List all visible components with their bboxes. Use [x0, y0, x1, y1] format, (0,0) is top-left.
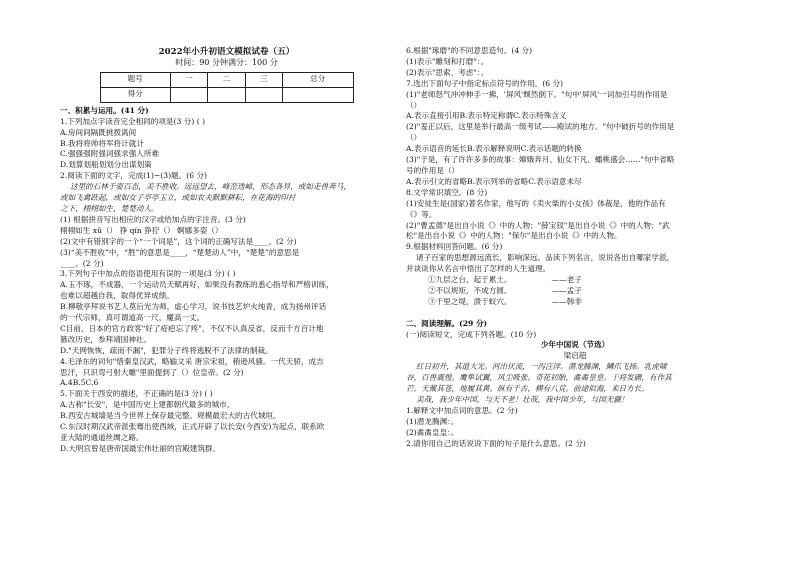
text-line	[406, 111, 744, 122]
text-line	[406, 406, 744, 417]
text-line-content: 松"是出自小说《》中的人物；"保尔"是出自小说《》中的人物。	[406, 231, 622, 241]
score-header-cell: 总分	[283, 72, 353, 87]
text-line	[406, 46, 744, 57]
text-line-content: C.强强强附强词强求强人所难	[60, 149, 160, 159]
text-line-content: 7.选出下面句子中指定标点符号的作用。(6 分)	[406, 78, 564, 88]
text-line-content: ②不以规矩，不成方圆。	[428, 285, 512, 295]
text-line	[60, 204, 393, 215]
text-line-content: 2.阅读下面的文字，完成(1)~(3)题。(6 分)	[60, 171, 208, 181]
text-line	[60, 411, 393, 422]
text-line-content: 诸子百家的思想源远流长，影响深远。品读下列名言，说说各出自哪家学派，	[416, 253, 675, 263]
text-line	[60, 128, 393, 139]
exam-title: 2022年小升初语文模拟试卷（五）	[158, 47, 295, 57]
text-line-content: 二、阅读理解。(29 分)	[406, 318, 488, 328]
text-line	[60, 389, 393, 400]
text-line-content: (2)矞矞皇皇：。	[406, 427, 459, 437]
text-line	[406, 188, 744, 199]
text-line	[60, 117, 393, 128]
text-line	[60, 422, 393, 433]
text-line	[60, 280, 393, 291]
text-line	[406, 308, 744, 319]
text-line-content: 1.下列加点字读音完全相同的项是(3 分) ( )	[60, 116, 206, 126]
text-line-content: 少年中国说（节选）	[540, 340, 610, 350]
text-line	[60, 400, 393, 411]
text-line-content: 2.请你用自己的话说说下面的句子是什么意思。(2 分)	[406, 438, 586, 448]
text-line	[60, 248, 393, 259]
text-line	[406, 286, 744, 297]
text-line	[406, 199, 744, 210]
score-table-score-row	[100, 87, 353, 102]
text-line-content: 或如飞禽跃起，或如女子亭亭玉立，或如农夫默默耕耘，在花海的印衬	[60, 193, 296, 203]
text-line-content: A.4B.5C.6	[60, 378, 99, 388]
text-line-content: 5.下面关于西安的描述，不正确的是(3 分) ( )	[60, 389, 213, 399]
text-line	[406, 362, 744, 373]
text-line	[406, 68, 744, 79]
text-line	[60, 182, 393, 193]
text-line-content: A.古称"长安"，是中国历史上建都朝代最多的城市。	[60, 400, 235, 410]
text-line-content: 栩栩如生 xǔ（） 狰 qín 狰狞（） 婀娜多姿（）	[60, 225, 223, 235]
text-line-content: D.大明宫曾是唐帝国最宏伟壮丽的宫殿建筑群。	[60, 443, 221, 453]
text-line-content: 思汗，只识弯弓射大雕"里面提到了（）位皇帝。(2 分)	[60, 367, 244, 377]
text-line	[406, 417, 744, 428]
text-line-content: 1.解释文中加点词的意思。(2 分)	[406, 405, 518, 415]
text-line-content: 3.下列句子中加点的俗语使用有误的一项是(3 分) ( )	[60, 269, 236, 279]
text-line	[60, 357, 393, 368]
text-line-content: 美哉，我少年中国，与天不老！壮哉，我中国少年，与国无疆！	[416, 395, 629, 404]
text-line-content: B.我将将帅将军将计就计	[60, 138, 144, 148]
text-line	[406, 57, 744, 68]
text-line	[60, 106, 393, 117]
score-header-cell: 题号	[100, 72, 170, 87]
text-line-content: C目前，日本的官方政客"好了疮疤忘了疼"，不仅不认真反省，反而千方百计地	[60, 323, 324, 333]
text-line-content: D."天网恢恢，疏而不漏"，犯罪分子终将逃脱不了法律的制裁。	[60, 345, 273, 355]
text-line	[406, 395, 744, 406]
text-line	[60, 215, 393, 226]
quote-author: ——孟子	[551, 285, 582, 295]
text-line-content: A.房间间隔既挑拨离间	[60, 127, 137, 137]
text-line	[406, 166, 744, 177]
text-line	[406, 319, 744, 330]
text-line	[60, 171, 393, 182]
text-line-content: 号的作用是（）	[406, 165, 460, 175]
text-line	[406, 101, 744, 112]
text-line-content: (3)"于是，有了许许多多的故事：嫦娥奔月、仙女下凡、蟠桃盛会……"句中省略	[406, 155, 675, 165]
text-line	[406, 253, 744, 264]
text-line-content: C.东汉时期汉武帝派张骞出使西域，正式开辟了以长安(今西安)为起点，联系欧	[60, 422, 325, 432]
score-row-label: 得分	[100, 87, 170, 102]
quote-author: ——老子	[551, 275, 582, 285]
text-line	[60, 335, 393, 346]
text-line-content: 6.根据"琢磨"的不同意思造句。(4 分)	[406, 46, 533, 55]
text-line	[60, 259, 393, 270]
right-column	[406, 46, 744, 450]
text-line-content: 8.文学常识填空。(8 分)	[406, 187, 488, 197]
left-column	[60, 46, 393, 455]
text-line-content: 芒。天戴其苍，地履其黄。纵有千古，横有八荒。前途似海，来日方长。	[406, 384, 649, 394]
text-line-content: 9.根据材料回答问题。(6 分)	[406, 242, 503, 252]
text-line-content: A.表示直接引用B.表示特定称谓C.表示特殊含义	[406, 111, 567, 121]
text-line	[406, 155, 744, 166]
score-cell[interactable]	[208, 87, 245, 102]
text-line-content: 一、积累与运用。(41 分)	[60, 105, 149, 115]
text-line-content: 也难以超越自我，取得优异成绩。	[60, 291, 174, 301]
text-line	[406, 351, 744, 362]
text-line-content: (1)潜龙腾渊：。	[406, 416, 459, 426]
text-line-content: (一)阅读短文，完成下列各题。(10 分)	[406, 329, 537, 339]
text-line	[406, 79, 744, 90]
text-line	[60, 291, 393, 302]
text-line	[60, 444, 393, 455]
text-line	[406, 297, 744, 308]
text-line	[60, 139, 393, 150]
left-question-lines	[60, 106, 393, 455]
text-line-content: (2)"羞正以后，这里是举行最高一级考试——殿试的地方。"句中破折号的作用是	[406, 122, 675, 132]
text-line	[60, 269, 393, 280]
text-line	[60, 368, 393, 379]
score-cell[interactable]	[283, 87, 353, 102]
text-line	[406, 231, 744, 242]
text-line	[406, 330, 744, 341]
text-line	[406, 340, 744, 351]
text-line	[406, 133, 744, 144]
text-line-content: (2)表示"思索、考虑"：。	[406, 67, 489, 77]
text-line	[60, 378, 393, 389]
text-line	[406, 439, 744, 450]
score-header-cell: 三	[245, 72, 282, 87]
text-line-content: （）	[406, 100, 422, 110]
text-line-content: ____。(2 分)	[60, 258, 104, 268]
text-line-content: (1)安徒生是(国家)著名作家，他写的《卖火柴的小女孩》体裁是，他的作品有	[406, 198, 666, 208]
text-line	[60, 226, 393, 237]
text-line	[60, 346, 393, 357]
quote-author: ——韩非	[551, 296, 582, 306]
text-line	[406, 264, 744, 275]
text-line	[406, 177, 744, 188]
text-line	[406, 221, 744, 232]
text-line-content: B.柳敬亭拜说书艺人莫后光为师，虚心学习，说书技艺炉火纯青，成为扬州评话	[60, 302, 327, 312]
text-line	[60, 324, 393, 335]
score-table-header-row	[100, 72, 353, 87]
text-line-content: ①九层之台，起于累土。	[428, 275, 512, 285]
text-line-content: （）	[406, 133, 422, 143]
text-line-content: 并谈谈你从名言中悟出了怎样的人生道理。	[406, 264, 551, 274]
text-line	[60, 160, 393, 171]
right-question-lines	[406, 46, 744, 450]
text-line	[60, 433, 393, 444]
text-line	[406, 428, 744, 439]
text-line	[60, 302, 393, 313]
text-line-content: (1)"老师怒气冲冲伸手一拂，'屏风'颓然倒下。"句中'屏风'一词加引号的作用是	[406, 89, 668, 99]
text-line-content: (1)表示"雕刻和打磨"：。	[406, 56, 489, 66]
text-line	[406, 210, 744, 221]
text-line	[406, 90, 744, 101]
text-line-content: D.划算划船划划分出谋划策	[60, 160, 152, 170]
text-line	[406, 384, 744, 395]
score-cell[interactable]	[245, 87, 282, 102]
exam-subtitle: 时间：90 分钟满分：100 分	[175, 57, 278, 67]
text-line	[60, 313, 393, 324]
text-line	[406, 242, 744, 253]
text-line-content: 亚大陆的通道丝绸之路。	[60, 433, 144, 442]
text-line-content: 之下，栩栩如生，楚楚动人。	[60, 203, 159, 213]
text-line-content: B.西安古城墙是当今世界上保存最完整、规模最宏大的古代城垣。	[60, 411, 281, 421]
text-line-content: 红日初升，其道大光。河出伏流，一泻汪洋。潜龙腾渊，鳞爪飞扬。乳虎啸	[416, 362, 667, 372]
text-line-content: (2)文中有错别字的一个“一个词是”，这个词的正确写法是____。(2 分)	[60, 236, 297, 246]
text-line-content: ③千里之堤，溃于蚁穴。	[428, 296, 512, 306]
text-line	[406, 122, 744, 133]
text-line-content: A.表示语音的延长B.表示解释说明C.表示话题的转换	[406, 144, 582, 154]
text-line-content: 《》等。	[406, 209, 437, 219]
text-line-content: A.玉不琢，不成器，一个运动员天赋再好，如果没有教练的悉心指导和严格训练，	[60, 280, 334, 290]
text-line-content: 的一代宗师，真可谓道高一尺，魔高一丈。	[60, 313, 205, 323]
text-line-content: 4.毛泽东的词句"惜秦皇汉武，略输文采 唐宗宋祖，稍逊风骚。一代天骄，成吉	[60, 356, 324, 366]
text-line-content: 谷，百兽震惶。鹰隼试翼，风尘吸张。奇花初胎，矞矞皇皇。干将发硎，有作其	[406, 373, 672, 383]
score-table	[100, 72, 354, 103]
text-line-content: (3)“美不胜收”中，“胜”的意思是____，“楚楚动人”中，“楚楚”的意思是	[60, 247, 300, 257]
score-cell[interactable]	[170, 87, 207, 102]
text-line-content: 篡改历史，参拜靖国神社。	[60, 334, 152, 344]
text-line	[60, 193, 393, 204]
text-line	[60, 237, 393, 248]
text-line-content: A.表示引文的省略B.表示列举的省略C.表示语意未尽	[406, 176, 582, 186]
text-line	[60, 149, 393, 160]
text-line-content: 梁启超	[563, 351, 587, 361]
score-header-cell: 一	[170, 72, 207, 87]
text-line	[406, 373, 744, 384]
text-line-content: (2)"曹孟德"是出自小说《》中的人物；"薛宝钗"是出自小说《》中的人物；"武	[406, 220, 670, 230]
text-line-content: 这里的石林千姿百态，美不胜收。远远望去，峰峦迭嶂，形态各异，或如走兽奔马，	[70, 182, 351, 192]
text-line-content: (1) 根据拼音写出相应的汉字或给加点的字注音。(3 分)	[60, 214, 246, 224]
text-line	[406, 144, 744, 155]
score-header-cell: 二	[208, 72, 245, 87]
text-line	[406, 275, 744, 286]
